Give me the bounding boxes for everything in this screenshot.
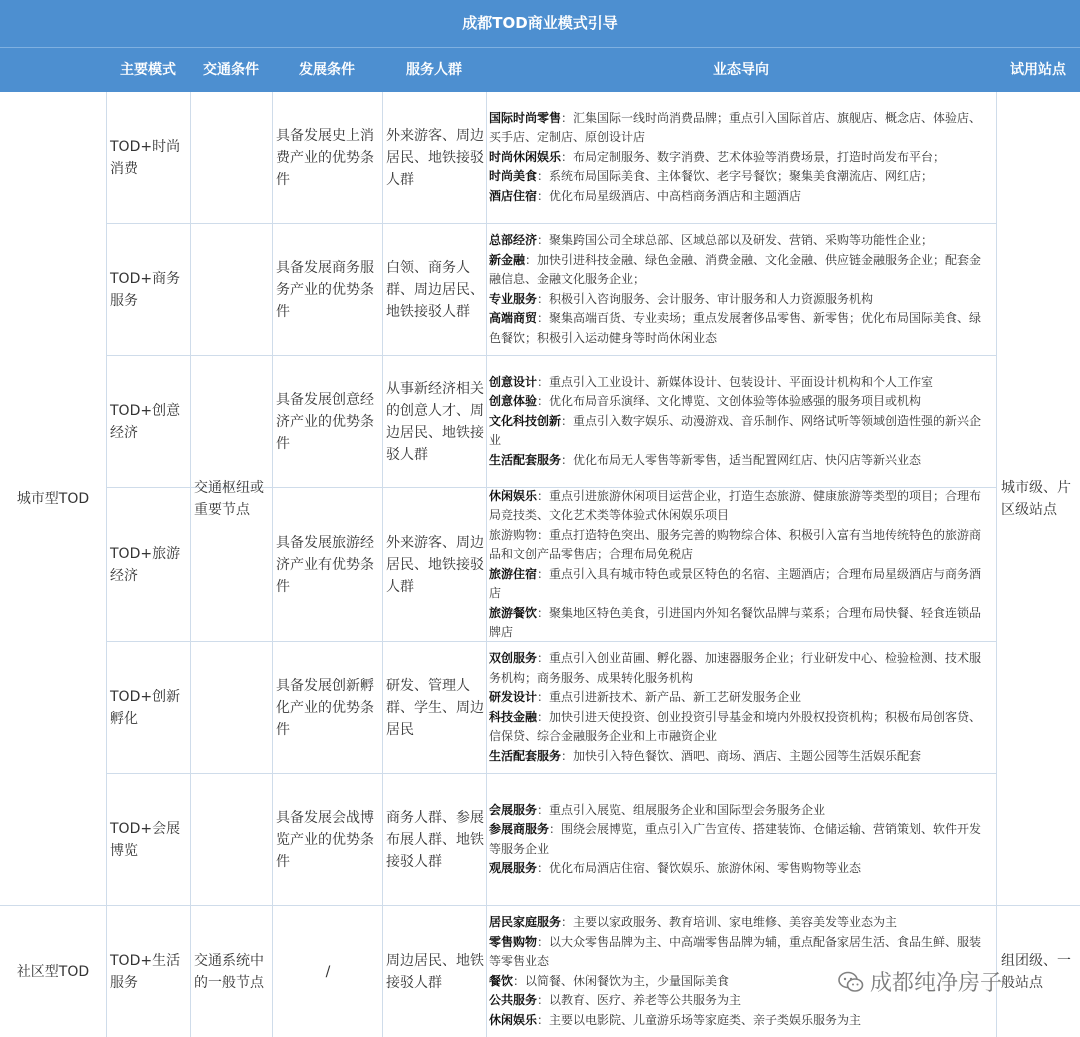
header-condition: 发展条件 — [299, 62, 355, 78]
mode-creative: TOD+创意经济 — [110, 402, 181, 441]
community-traffic: 交通系统中的一般节点 — [194, 952, 264, 991]
business-creative — [487, 356, 996, 487]
table-title: 成都TOD商业模式引导 — [0, 0, 1080, 47]
business-item: 总部经济：聚集跨国公司全球总部、区域总部以及研发、营销、采购等功能性企业； — [489, 233, 934, 247]
business-item: 参展商服务：围绕会展博览，重点引入广告宣传、搭建装饰、仓储运输、营销策划、软件开发等服务企业 — [489, 822, 982, 856]
business-item: 时尚休闲娱乐：布局定制服务、数字消费、艺术体验等消费场景，打造时尚发布平台； — [489, 149, 946, 164]
community-station: 组团级、一般站点 — [1001, 952, 1071, 991]
condition-creative: 具备发展创意经济产业的优势条件 — [276, 391, 374, 452]
community-crowd: 周边居民、地铁接驳人群 — [386, 952, 484, 991]
mode-business: TOD+商务服务 — [110, 270, 181, 309]
header-mode: 主要模式 — [120, 62, 176, 78]
business-item: 居民家庭服务：主要以家政服务、教育培训、家电维修、美容美发等业态为主 — [489, 915, 898, 929]
crowd-business: 白领、商务人群、周边居民、地铁接驳人群 — [386, 259, 484, 320]
business-item: 生活配套服务：优化布局无人零售等新零售，适当配置网红店、快闪店等新兴业态 — [489, 452, 922, 467]
mode-fashion: TOD+时尚消费 — [110, 138, 181, 177]
city-station: 城市级、片区级站点 — [1001, 479, 1071, 518]
business-item: 专业服务：积极引入咨询服务、会计服务、审计服务和人力资源服务机构 — [489, 291, 874, 306]
business-item: 生活配套服务：加快引入特色餐饮、酒吧、商场、酒店、主题公园等生活娱乐配套 — [489, 748, 922, 763]
header-crowd: 服务人群 — [406, 62, 462, 78]
business-item: 创意设计：重点引入工业设计、新媒体设计、包装设计、平面设计机构和个人工作室 — [489, 374, 934, 389]
community-tod-type: 社区型TOD — [16, 963, 90, 980]
business-exhibition — [487, 774, 996, 905]
business-item: 零售购物：以大众零售品牌为主、中高端零售品牌为辅，重点配备家居生活、食品生鲜、服装等零售业态 — [489, 934, 982, 968]
business-item: 休闲娱乐：主要以电影院、儿童游乐场等家庭类、亲子类娱乐服务为主 — [489, 1012, 862, 1027]
business-item: 创意体验：优化布局音乐演绎、文化博览、文创体验等体验感强的服务项目或机构 — [489, 394, 922, 409]
business-item: 公共服务：以教育、医疗、养老等公共服务为主 — [489, 993, 742, 1007]
mode-life-service: TOD+生活服务 — [110, 952, 181, 991]
condition-fashion: 具备发展史上消费产业的优势条件 — [276, 127, 374, 188]
business-item: 研发设计：重点引进新技术、新产品、新工艺研发服务企业 — [489, 690, 802, 704]
business-item: 观展服务：优化布局酒店住宿、餐饮娱乐、旅游休闲、零售购物等业态 — [489, 861, 862, 875]
condition-tourism: 具备发展旅游经济产业有优势条件 — [276, 534, 374, 595]
condition-exhibition: 具备发展会战博览产业的优势条件 — [276, 809, 374, 870]
header-row — [0, 47, 1080, 92]
header-business: 业态导向 — [713, 62, 769, 78]
condition-incubation: 具备发展创新孵化产业的优势条件 — [276, 677, 374, 738]
business-item: 旅游餐饮：聚集地区特色美食，引进国内外知名餐饮品牌与菜系；合理布局快餐、轻食连锁品牌店 — [489, 605, 982, 639]
crowd-tourism: 外来游客、周边居民、地铁接驳人群 — [386, 534, 484, 595]
crowd-fashion: 外来游客、周边居民、地铁接驳人群 — [386, 127, 484, 188]
city-traffic: 交通枢纽或重要节点 — [194, 479, 264, 518]
crowd-creative: 从事新经济相关的创意人才、周边居民、地铁接驳人群 — [386, 380, 484, 463]
business-item: 文化科技创新：重点引入数字娱乐、动漫游戏、音乐制作、网络试听等领域创造性强的新兴企业 — [489, 413, 982, 448]
mode-tourism: TOD+旅游经济 — [110, 545, 181, 584]
condition-business: 具备发展商务服务产业的优势条件 — [276, 259, 374, 320]
mode-incubation: TOD+创新孵化 — [110, 688, 181, 727]
business-item: 科技金融：加快引进天使投资、创业投资引导基金和境内外股权投资机构；积极布局创客贷、信保贷、综合金融服务企业和上市融资企业 — [489, 709, 982, 743]
business-business — [487, 224, 996, 355]
city-tod-type: 城市型TOD — [16, 490, 90, 507]
header-station: 试用站点 — [1010, 62, 1066, 78]
watermark — [838, 966, 1002, 997]
watermark-text: 成都纯净房子 — [870, 971, 1003, 996]
business-item: 休闲娱乐：重点引进旅游休闲项目运营企业，打造生态旅游、健康旅游等类型的项目；合理布局竞技类、文化艺术类等体验式休闲娱乐项目 — [489, 488, 982, 522]
business-item: 会展服务：重点引入展览、组展服务企业和国际型会务服务企业 — [489, 802, 826, 817]
business-item: 旅游购物：重点打造特色突出、服务完善的购物综合体、积极引入富有当地传统特色的旅游商品和文创产品零售店；合理布局免税店 — [489, 527, 982, 561]
header-traffic: 交通条件 — [203, 62, 259, 78]
business-item: 旅游住宿：重点引入具有城市特色或景区特色的名宿、主题酒店；合理布局星级酒店与商务酒店 — [489, 566, 982, 600]
business-item: 餐饮：以简餐、休闲餐饮为主，少量国际美食 — [489, 973, 730, 988]
business-tourism — [487, 488, 996, 641]
business-item: 新金融：加快引进科技金融、绿色金融、消费金融、文化金融、供应链金融服务企业；配套金融信息、金融文化服务企业； — [489, 252, 982, 286]
business-item: 国际时尚零售：汇集国际一线时尚消费品牌；重点引入国际首店、旗舰店、概念店、体验店、买手店、定制店、原创设计店 — [489, 110, 982, 145]
business-incubation — [487, 642, 996, 773]
business-item: 时尚美食：系统布局国际美食、主体餐饮、老字号餐饮；聚集美食潮流店、网红店； — [489, 169, 934, 184]
wechat-icon — [838, 971, 864, 993]
crowd-incubation: 研发、管理人群、学生、周边居民 — [386, 677, 484, 738]
mode-exhibition: TOD+会展博览 — [110, 820, 181, 859]
community-condition: / — [325, 963, 331, 980]
business-item: 双创服务：重点引入创业苗圃、孵化器、加速器服务企业；行业研发中心、检验检测、技术服务机构；商务服务、成果转化服务机构 — [489, 651, 982, 685]
crowd-exhibition: 商务人群、参展布展人群、地铁接驳人群 — [386, 809, 484, 870]
business-item: 高端商贸：聚集高端百货、专业卖场；重点发展奢侈品零售、新零售；优化布局国际美食、绿色餐饮；积极引入运动健身等时尚休闲业态 — [489, 311, 982, 345]
business-item: 酒店住宿：优化布局星级酒店、中高档商务酒店和主题酒店 — [489, 188, 802, 203]
business-fashion — [487, 92, 996, 223]
